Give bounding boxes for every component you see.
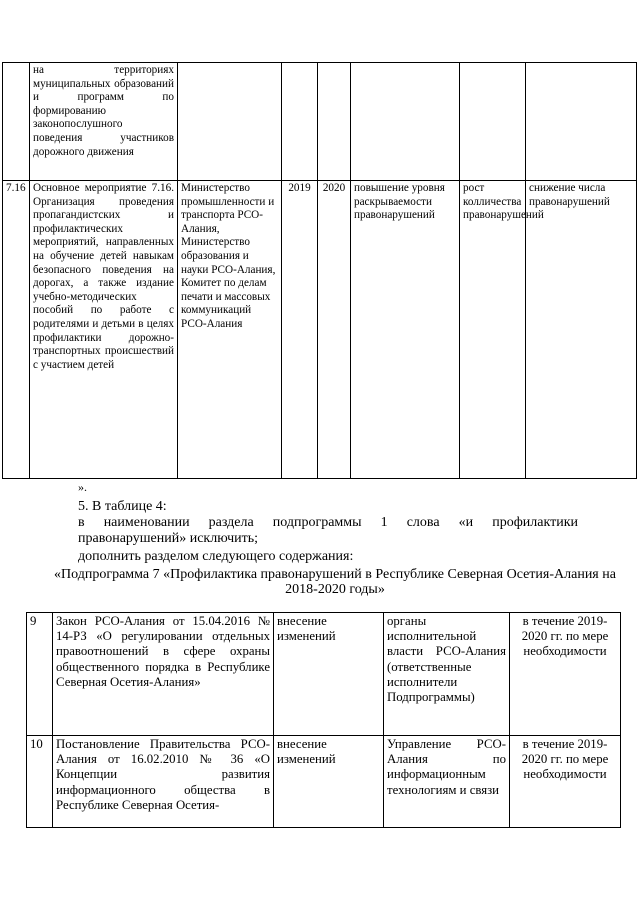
row-number: 7.16 bbox=[3, 181, 30, 479]
program-table bbox=[2, 62, 637, 479]
subprogram-title: «Подпрограмма 7 «Профилактика правонарушений в Республике Северная Осетия-Алания на 2018-2020 годы» bbox=[54, 567, 616, 597]
responsible-cell: Управление РСО-Алания по информационным технологиям и связи bbox=[384, 736, 510, 828]
row-number: 10 bbox=[27, 736, 53, 828]
result-cell: повышение уровня раскрываемости правонарушений bbox=[351, 181, 460, 479]
legal-acts-table bbox=[26, 612, 621, 828]
closing-quote: ». bbox=[78, 480, 87, 494]
table-row bbox=[3, 63, 637, 181]
paragraph-rename: в наименовании раздела подпрограммы 1 слова «и профилактики bbox=[78, 515, 578, 530]
table-row bbox=[3, 181, 637, 479]
indicator-cell: рост колличества правонарушений bbox=[460, 181, 526, 479]
act-cell: Закон РСО-Алания от 15.04.2016 № 14-РЗ «О регулировании отдельных правоотношений в сфере охраны общественного порядка в Республике Северная Осетия-Алания» bbox=[53, 613, 274, 736]
action-cell: внесение изменений bbox=[274, 736, 384, 828]
event-cell: Основное мероприятие 7.16. Организация проведения пропагандистских и профилактических мероприятий, направленных на обучение детей навыкам безопасного поведения на дорогах, а также издание учебно-методических пособий по работе с родителями и детьми в целях профилактики дорожно-транспортных происшествий с участием детей bbox=[30, 181, 178, 479]
table-row bbox=[27, 613, 621, 736]
table-row bbox=[27, 736, 621, 828]
row-number: 9 bbox=[27, 613, 53, 736]
responsible-cell: органы исполнительной власти РСО-Алания (ответственные исполнители Подпрограммы) bbox=[384, 613, 510, 736]
act-cell: Постановление Правительства РСО-Алания от 16.02.2010 № 36 «О Концепции развития информационного общества в Республике Северная Осетия- bbox=[53, 736, 274, 828]
effect-cell: снижение числа правонарушений bbox=[526, 181, 637, 479]
start-year-cell: 2019 bbox=[282, 181, 318, 479]
end-year-cell: 2020 bbox=[318, 181, 351, 479]
executor-cell: Министерство промышленности и транспорта РСО-Алания, Министерство образования и науки РСО-Алания, Комитет по делам печати и массовых коммуникаций РСО-Алания bbox=[178, 181, 282, 479]
paragraph-table4: 5. В таблице 4: bbox=[78, 499, 167, 514]
action-cell: внесение изменений bbox=[274, 613, 384, 736]
term-cell: в течение 2019-2020 гг. по мере необходимости bbox=[510, 613, 621, 736]
term-cell: в течение 2019-2020 гг. по мере необходимости bbox=[510, 736, 621, 828]
paragraph-add-section: дополнить разделом следующего содержания: bbox=[78, 549, 354, 564]
paragraph-exclude: правонарушений» исключить; bbox=[78, 531, 259, 546]
event-cell: на территориях муниципальных образований и программ по формированию законопослушного поведения участников дорожного движения bbox=[30, 63, 178, 181]
